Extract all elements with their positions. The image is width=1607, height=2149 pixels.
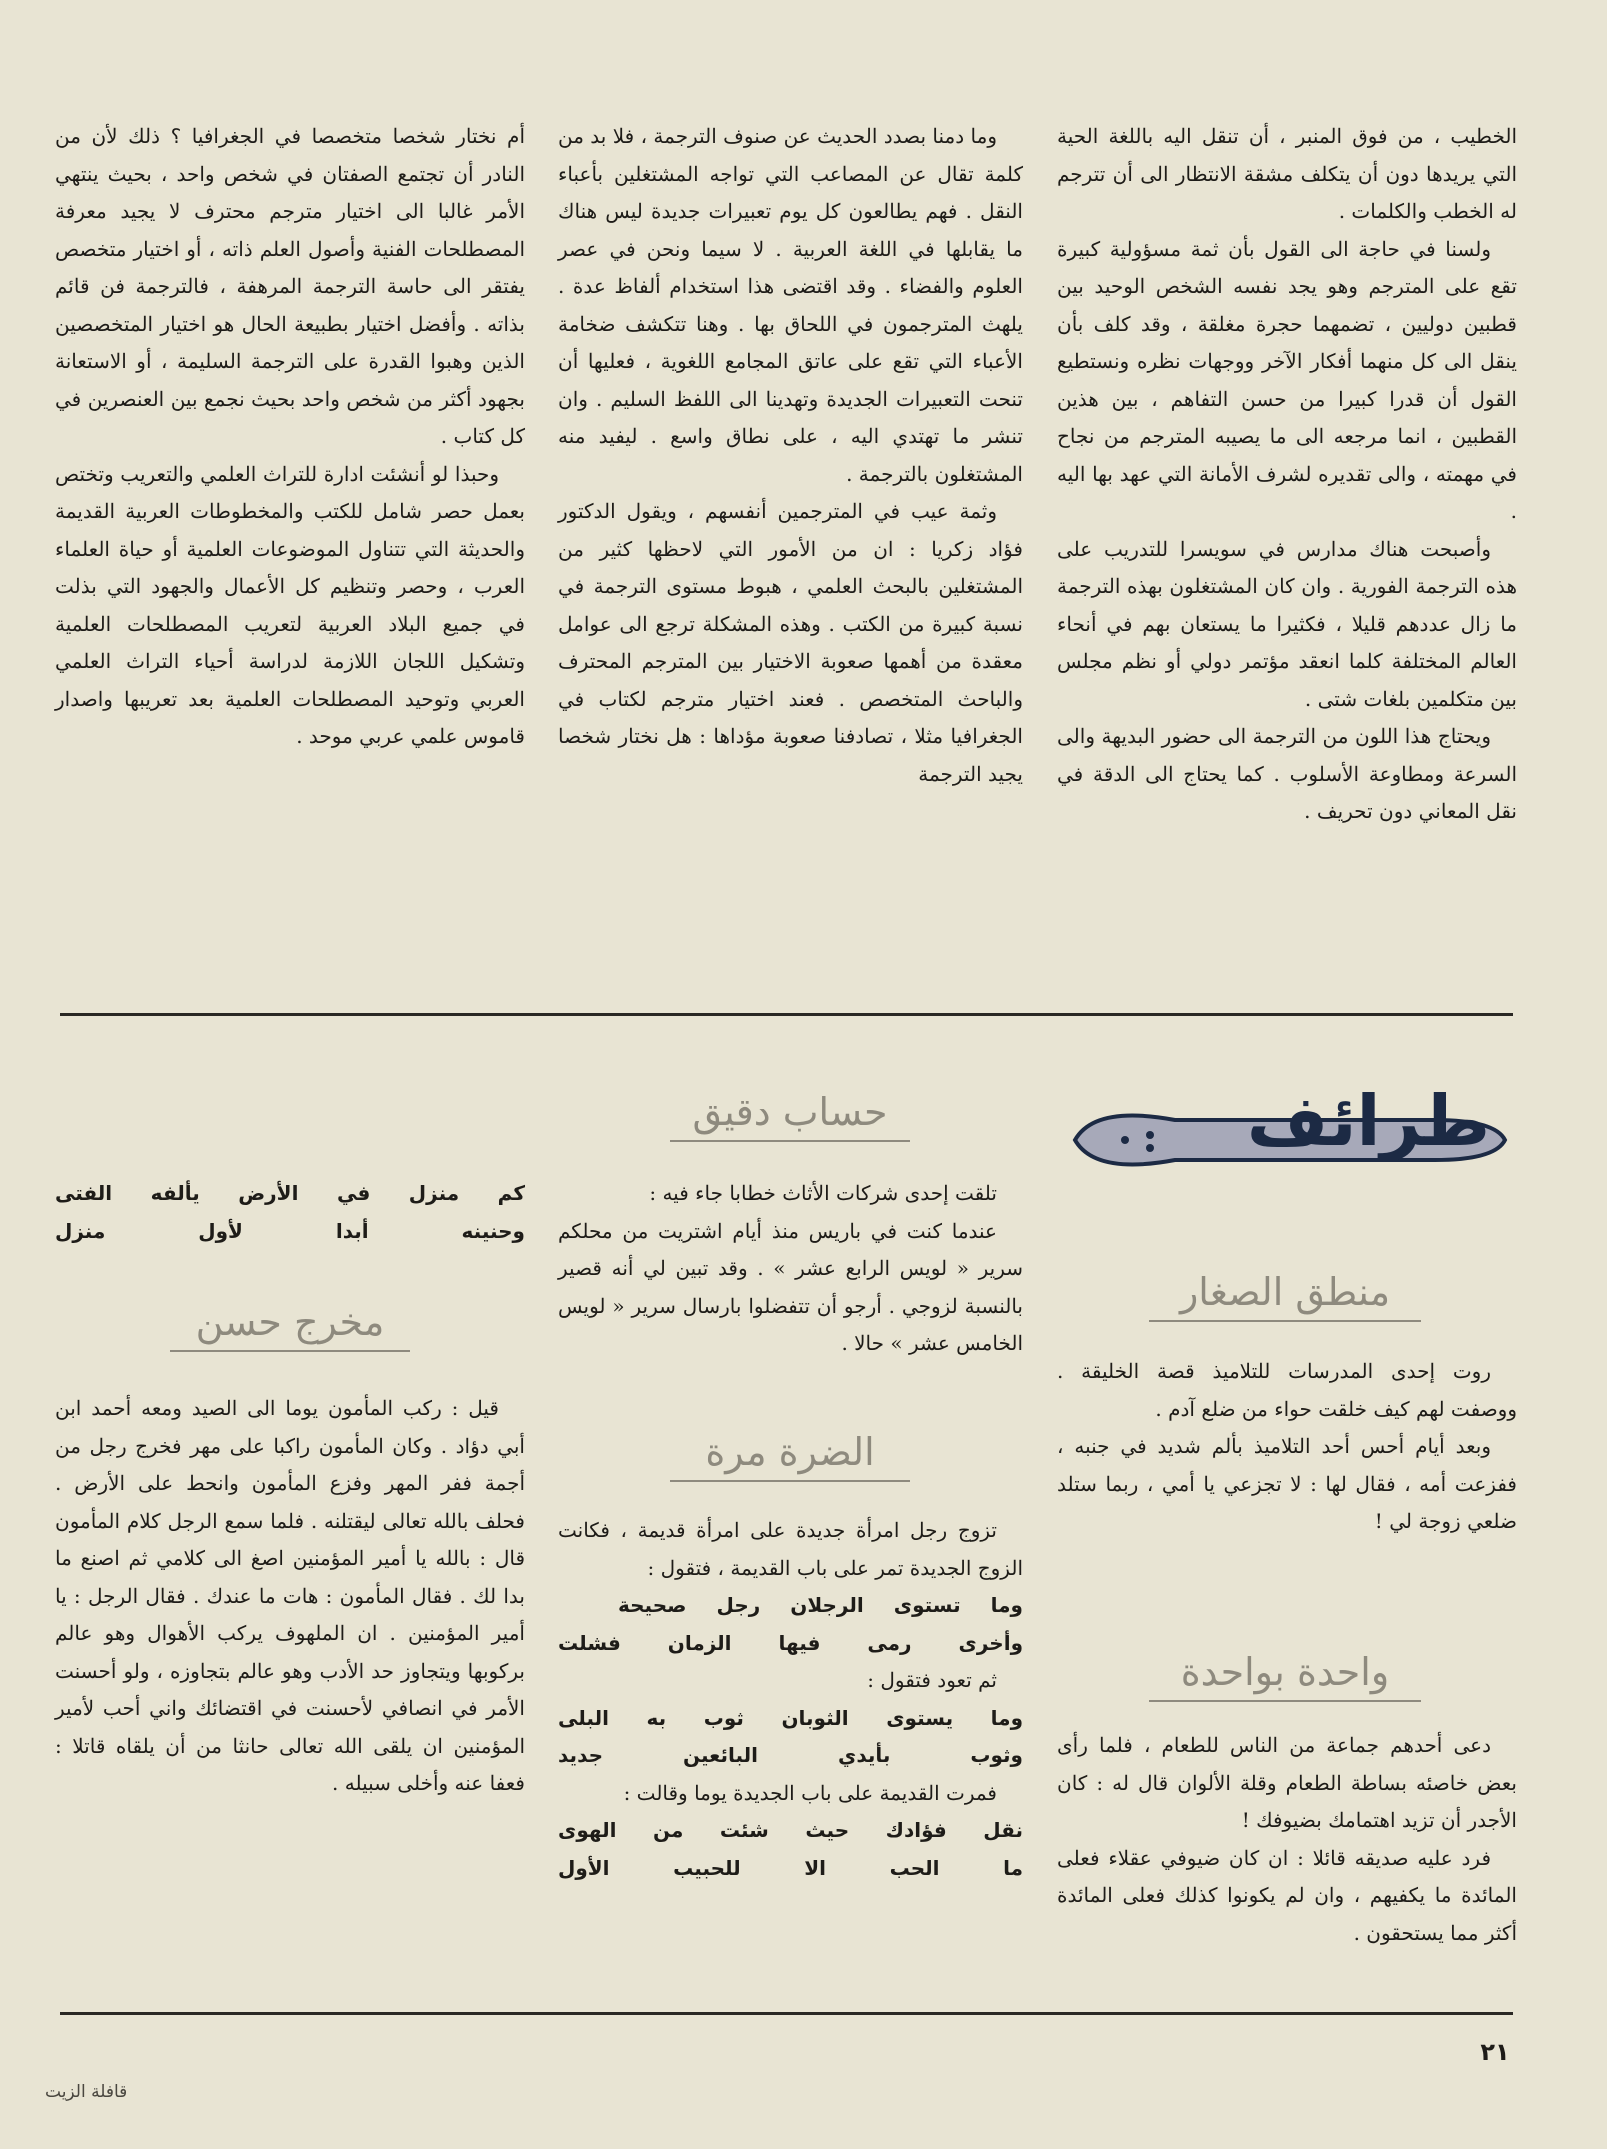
verse-line: وما تستوى الرجلان رجل صحيحة (618, 1593, 1023, 1617)
paragraph: قيل : ركب المأمون يوما الى الصيد ومعه أحمد ابن أبي دؤاد . وكان المأمون راكبا على مهر فخرج رجل من أجمة ففر المهر وفزع المأمون وانحط على الأرض . فحلف بالله تعالى ليقتلنه . فلما سمع الرجل كلام المأمون قال : بالله يا أمير المؤمنين اصغ الى كلامي ثم اصنع ما بدا لك . فقال المأمون : هات ما عندك . فقال الرجل : يا أمير المؤمنين . ان الملهوف يركب الأهوال وهو عالم بركوبها ويتجاوز حد الأدب وهو عالم بتجاوزه ، ولو أحسنت الأمر في انصافي لأحسنت في اقتضائك واني أحب لأمير المؤمنين ان يلقى الله تعالى حانثا من أن يلقاه قاتلا : فعفا عنه وأخلى سبيله . (55, 1396, 525, 1795)
paragraph: عندما كنت في باريس منذ أيام اشتريت من محلكم سرير « لويس الرابع عشر » . وقد تبين لي أنه قصير بالنسبة لزوجي . أرجو أن تتفضلوا بارسال سرير « لويس الخامس عشر » حالا . (558, 1218, 1023, 1355)
verse-line: نقل فؤادك حيث شئت من الهوى (558, 1818, 1023, 1842)
section-divider-top (60, 1013, 1513, 1016)
article-column-right (1057, 118, 1517, 831)
heading-underline (170, 1350, 410, 1352)
magazine-footer: قافلة الزيت (45, 2082, 128, 2102)
paragraph: ويحتاج هذا اللون من الترجمة الى حضور البديهة والى السرعة ومطاوعة الأسلوب . كما يحتاج الى الدقة في نقل المعاني دون تحريف . (1057, 724, 1517, 823)
verse-line: وحنينه أبدا لأول منزل (55, 1218, 525, 1243)
heading-underline (1149, 1320, 1421, 1322)
paragraph: وما دمنا بصدد الحديث عن صنوف الترجمة ، فلا بد من كلمة تقال عن المصاعب التي تواجه المشتغلين بأعباء النقل . فهم يطالعون كل يوم تعبيرات جديدة ليس هناك ما يقابلها في اللغة العربية . لا سيما ونحن في عصر العلوم والفضاء . وقد اقتضى هذا استخدام ألفاظ عدة . يلهث المترجمون في اللحاق بها . وهنا تتكشف ضخامة الأعباء التي تقع على عاتق المجامع اللغوية ، فعليها أن تنحت التعبيرات الجديدة وتهدينا الى اللفظ السليم . وان تنشر ما تهتدي اليه ، على نطاق واسع . ليفيد منه المشتغلون بالترجمة . (558, 124, 1023, 486)
paragraph: وحبذا لو أنشئت ادارة للتراث العلمي والتعريب وتختص بعمل حصر شامل للكتب والمخطوطات العربية القديمة والحديثة التي تتناول الموضوعات العلمية أو حياة العلماء العرب ، وحصر وتنظيم كل الأعمال والجهود التي بذلت في جميع البلاد العربية لتعريب المصطلحات العلمية وتشكيل اللجان اللازمة لدراسة أحياء التراث العلمي العربي وتوحيد المصطلحات العلمية بعد تعريبها واصدار قاموس علمي عربي موحد . (55, 461, 525, 748)
paragraph: وأصبحت هناك مدارس في سويسرا للتدريب على هذه الترجمة الفورية . وان كان المشتغلون بهذه الترجمة ما زال عددهم قليلا ، فكثيرا ما يستعان بهم في أنحاء العالم المختلفة كلما انعقد مؤتمر دولي أو نظم مجلس بين متكلمين بلغات شتى . (1057, 536, 1517, 711)
story-column-left (55, 1390, 525, 1803)
paragraph: فرد عليه صديقه قائلا : ان كان ضيوفي عقلاء فعلى المائدة ما يكفيهم ، وان لم يكونوا كذلك فعلى المائدة أكثر مما يستحقون . (1057, 1845, 1517, 1945)
heading-text: واحدة بواحدة (1180, 1650, 1390, 1694)
paragraph: تزوج رجل امرأة جديدة على امرأة قديمة ، فكانت الزوج الجديدة تمر على باب القديمة ، فتقول : (558, 1518, 1023, 1580)
brand-title-text: طرائف (1246, 1080, 1490, 1162)
paragraph: ثم تعود فتقول : (867, 1668, 997, 1692)
verse-line: ما الحب الا للحبيب الأول (558, 1855, 1023, 1880)
section-brand-title (1055, 1080, 1515, 1190)
paragraph: فمرت القديمة على باب الجديدة يوما وقالت : (623, 1780, 997, 1805)
paragraph: تلقت إحدى شركات الأثاث خطابا جاء فيه : (649, 1181, 997, 1205)
paragraph: روت إحدى المدرسات للتلاميذ قصة الخليقة . ووصفت لهم كيف خلقت حواء من ضلع آدم . (1057, 1359, 1517, 1421)
heading-mantiq-alsighar (1115, 1270, 1455, 1322)
heading-underline (670, 1480, 910, 1482)
page-number: ٢١ (1480, 2038, 1510, 2066)
paragraph: الخطيب ، من فوق المنبر ، أن تنقل اليه باللغة الحية التي يريدها دون أن يتكلف مشقة الانتظار الى أن تترجم له الخطب والكلمات . (1057, 124, 1517, 223)
verse-line: كم منزل في الأرض يألفه الفتى (55, 1181, 525, 1205)
heading-underline (670, 1140, 910, 1142)
verse-line: وثوب بأيدي البائعين جديد (558, 1743, 1023, 1767)
heading-wahida-biwahida (1115, 1650, 1455, 1702)
article-column-left (55, 118, 525, 756)
story-column-middle-b (558, 1512, 1023, 1887)
heading-text: مخرج حسن (195, 1300, 385, 1344)
paragraph: وبعد أيام أحس أحد التلاميذ بألم شديد في جنبه ، ففزعت أمه ، فقال لها : لا تجزعي يا أمي ، ربما ستلد ضلعي زوجة لي ! (1057, 1434, 1517, 1533)
section-divider-bottom (60, 2012, 1513, 2015)
paragraph: ولسنا في حاجة الى القول بأن ثمة مسؤولية كبيرة تقع على المترجم وهو يجد نفسه الشخص الوحيد بين قطبين دوليين ، تضمهما حجرة مغلقة ، وقد كلف بأن ينقل الى كل منهما أفكار الآخر ووجهات نظره ونستطيع القول أن قدرا كبيرا من حسن التفاهم ، بين هذين القطبين ، انما مرجعه الى ما يصيبه المترجم من نجاح في مهمته ، والى تقديره لشرف الأمانة التي عهد بها اليه . (1057, 236, 1517, 523)
paragraph: أم نختار شخصا متخصصا في الجغرافيا ؟ ذلك لأن من النادر أن تجتمع الصفتان في شخص واحد ، بحيث ينتهي الأمر غالبا الى اختيار مترجم محترف لا يجيد معرفة المصطلحات الفنية وأصول العلم ذاته ، أو اختيار متخصص يفتقر الى حاسة الترجمة المرهفة ، فالترجمة فن قائم بذاته . وأفضل اختيار بطبيعة الحال هو اختيار المتخصصين الذين وهبوا القدرة على الترجمة السليمة ، أو الاستعانة بجهود أكثر من شخص واحد بحيث نجمع بين العنصرين في كل كتاب . (55, 124, 525, 448)
paragraph: دعى أحدهم جماعة من الناس للطعام ، فلما رأى بعض خاصئه بساطة الطعام وقلة الألوان قال له : كان الأجدر أن تزيد اهتمامك بضيوفك ! (1057, 1733, 1517, 1832)
story-column-middle-a (558, 1175, 1023, 1363)
heading-text: منطق الصغار (1179, 1270, 1391, 1314)
verse-line: وما يستوى الثوبان ثوب به البلى (558, 1705, 1023, 1730)
paragraph: وثمة عيب في المترجمين أنفسهم ، ويقول الدكتور فؤاد زكريا : ان من الأمور التي لاحظها كثير من المشتغلين بالبحث العلمي ، هبوط مستوى الترجمة في نسبة كبيرة من الكتب . وهذه المشكلة ترجع الى عوامل معقدة من أهمها صعوبة الاختيار بين المترجم المحترف والباحث المتخصص . فعند اختيار مترجم لكتاب في الجغرافيا مثلا ، تصادفنا صعوبة مؤداها : هل نختار شخصا يجيد الترجمة (558, 499, 1023, 786)
opening-verse (55, 1175, 525, 1250)
heading-text: الضرة مرة (705, 1430, 875, 1474)
heading-aldurra-murra (640, 1430, 940, 1482)
article-column-middle (558, 118, 1023, 793)
heading-hisab-daqiq (640, 1090, 940, 1142)
story-column-right-a (1057, 1353, 1517, 1541)
story-column-right-b (1057, 1727, 1517, 1952)
verse-line: وأخرى رمى فيها الزمان فشلت (558, 1630, 1023, 1655)
heading-text: حساب دقيق (692, 1090, 888, 1134)
heading-underline (1149, 1700, 1421, 1702)
heading-makhraj-hasan (140, 1300, 440, 1352)
